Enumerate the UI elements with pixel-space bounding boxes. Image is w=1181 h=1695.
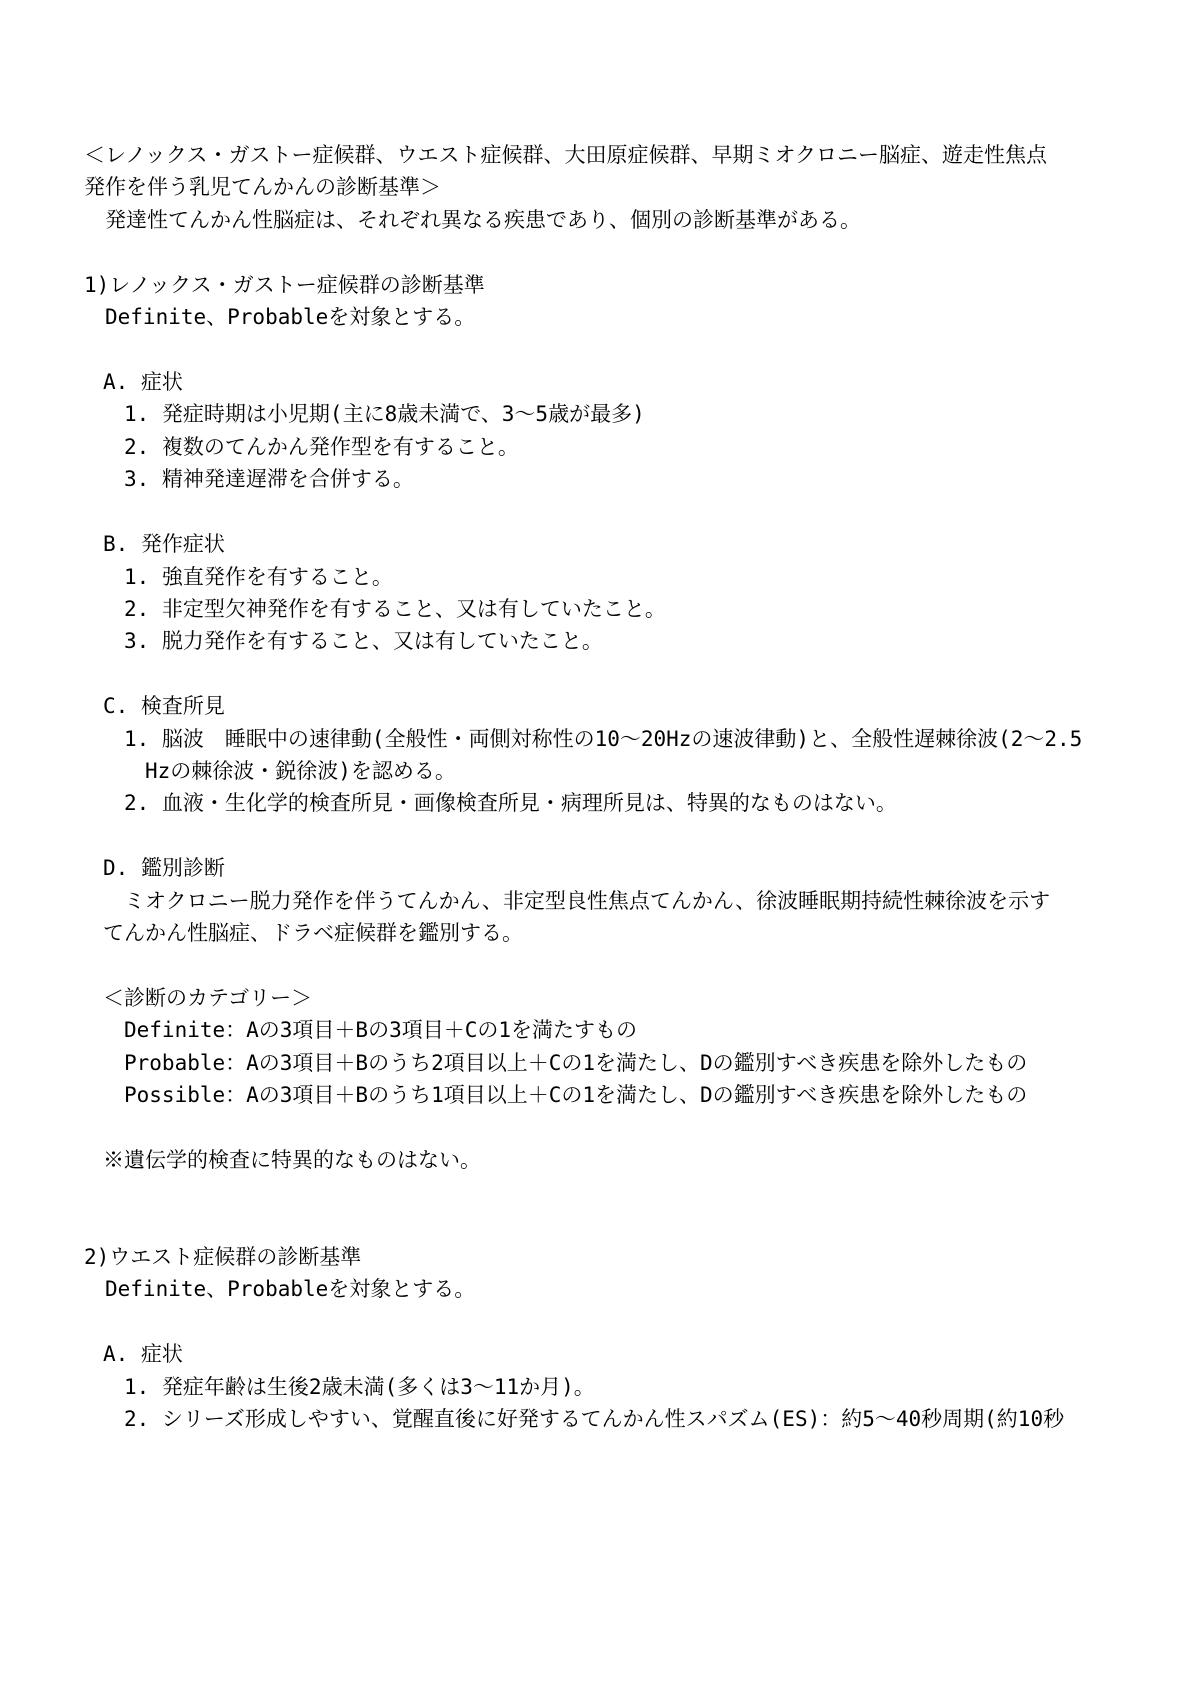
section1-a-title: A. 症状 xyxy=(103,370,183,394)
section1-c-item1-line2: Hzの棘徐波・鋭徐波)を認める。 xyxy=(145,759,456,783)
section1-c-item2: 2. 血液・生化学的検査所見・画像検査所見・病理所見は、特異的なものはない。 xyxy=(124,791,897,815)
category-item: Possible：Aの3項目＋Bのうち1項目以上＋Cの1を満たし、Dの鑑別すべき疾患を除外したもの xyxy=(124,1083,1028,1107)
intro-paragraph: 発達性てんかん性脳症は、それぞれ異なる疾患であり、個別の診断基準がある。 xyxy=(84,208,861,232)
section1-b-title: B. 発作症状 xyxy=(103,532,225,556)
heading-line-2: 発作を伴う乳児てんかんの診断基準＞ xyxy=(84,175,441,199)
section1-d-text-line1: ミオクロニー脱力発作を伴うてんかん、非定型良性焦点てんかん、徐波睡眠期持続性棘徐波を示す xyxy=(124,889,1051,913)
category-item: Definite：Aの3項目＋Bの3項目＋Cの1を満たすもの xyxy=(124,1018,638,1042)
section1-b-item: 2. 非定型欠神発作を有すること、又は有していたこと。 xyxy=(124,597,666,621)
section1-a-item: 3. 精神発達遅滞を合併する。 xyxy=(124,467,414,491)
category-title: ＜診断のカテゴリー＞ xyxy=(103,986,313,1010)
category-item: Probable：Aの3項目＋Bのうち2項目以上＋Cの1を満たし、Dの鑑別すべき疾患を除外したもの xyxy=(124,1051,1028,1075)
section2-title: 2)ウエスト症候群の診断基準 xyxy=(84,1245,362,1269)
section1-d-title: D. 鑑別診断 xyxy=(103,856,225,880)
section2-a-title: A. 症状 xyxy=(103,1342,183,1366)
section1-target: Definite、Probableを対象とする。 xyxy=(84,305,476,329)
section1-title: 1)レノックス・ガストー症候群の診断基準 xyxy=(84,273,485,297)
section2-a-item: 1. 発症年齢は生後2歳未満(多くは3～11か月)。 xyxy=(124,1375,595,1399)
genetic-note: ※遺伝学的検査に特異的なものはない。 xyxy=(103,1148,481,1172)
section1-a-item: 1. 発症時期は小児期(主に8歳未満で、3～5歳が最多) xyxy=(124,402,645,426)
section1-c-item1-line1: 1. 脳波 睡眠中の速律動(全般性・両側対称性の10～20Hzの速波律動)と、全般性遅棘徐波(2～2.5 xyxy=(124,727,1083,751)
section1-b-item: 3. 脱力発作を有すること、又は有していたこと。 xyxy=(124,629,603,653)
section1-c-title: C. 検査所見 xyxy=(103,694,225,718)
section1-b-item: 1. 強直発作を有すること。 xyxy=(124,565,393,589)
section2-target: Definite、Probableを対象とする。 xyxy=(84,1277,476,1301)
section2-a-item: 2. シリーズ形成しやすい、覚醒直後に好発するてんかん性スパズム(ES)：約5～40秒周期(約10秒 xyxy=(124,1407,1065,1431)
section1-d-text-line2: てんかん性脳症、ドラベ症候群を鑑別する。 xyxy=(103,921,523,945)
section1-a-item: 2. 複数のてんかん発作型を有すること。 xyxy=(124,435,519,459)
heading-line-1: ＜レノックス・ガストー症候群、ウエスト症候群、大田原症候群、早期ミオクロニー脳症、遊走性焦点 xyxy=(84,143,1048,167)
